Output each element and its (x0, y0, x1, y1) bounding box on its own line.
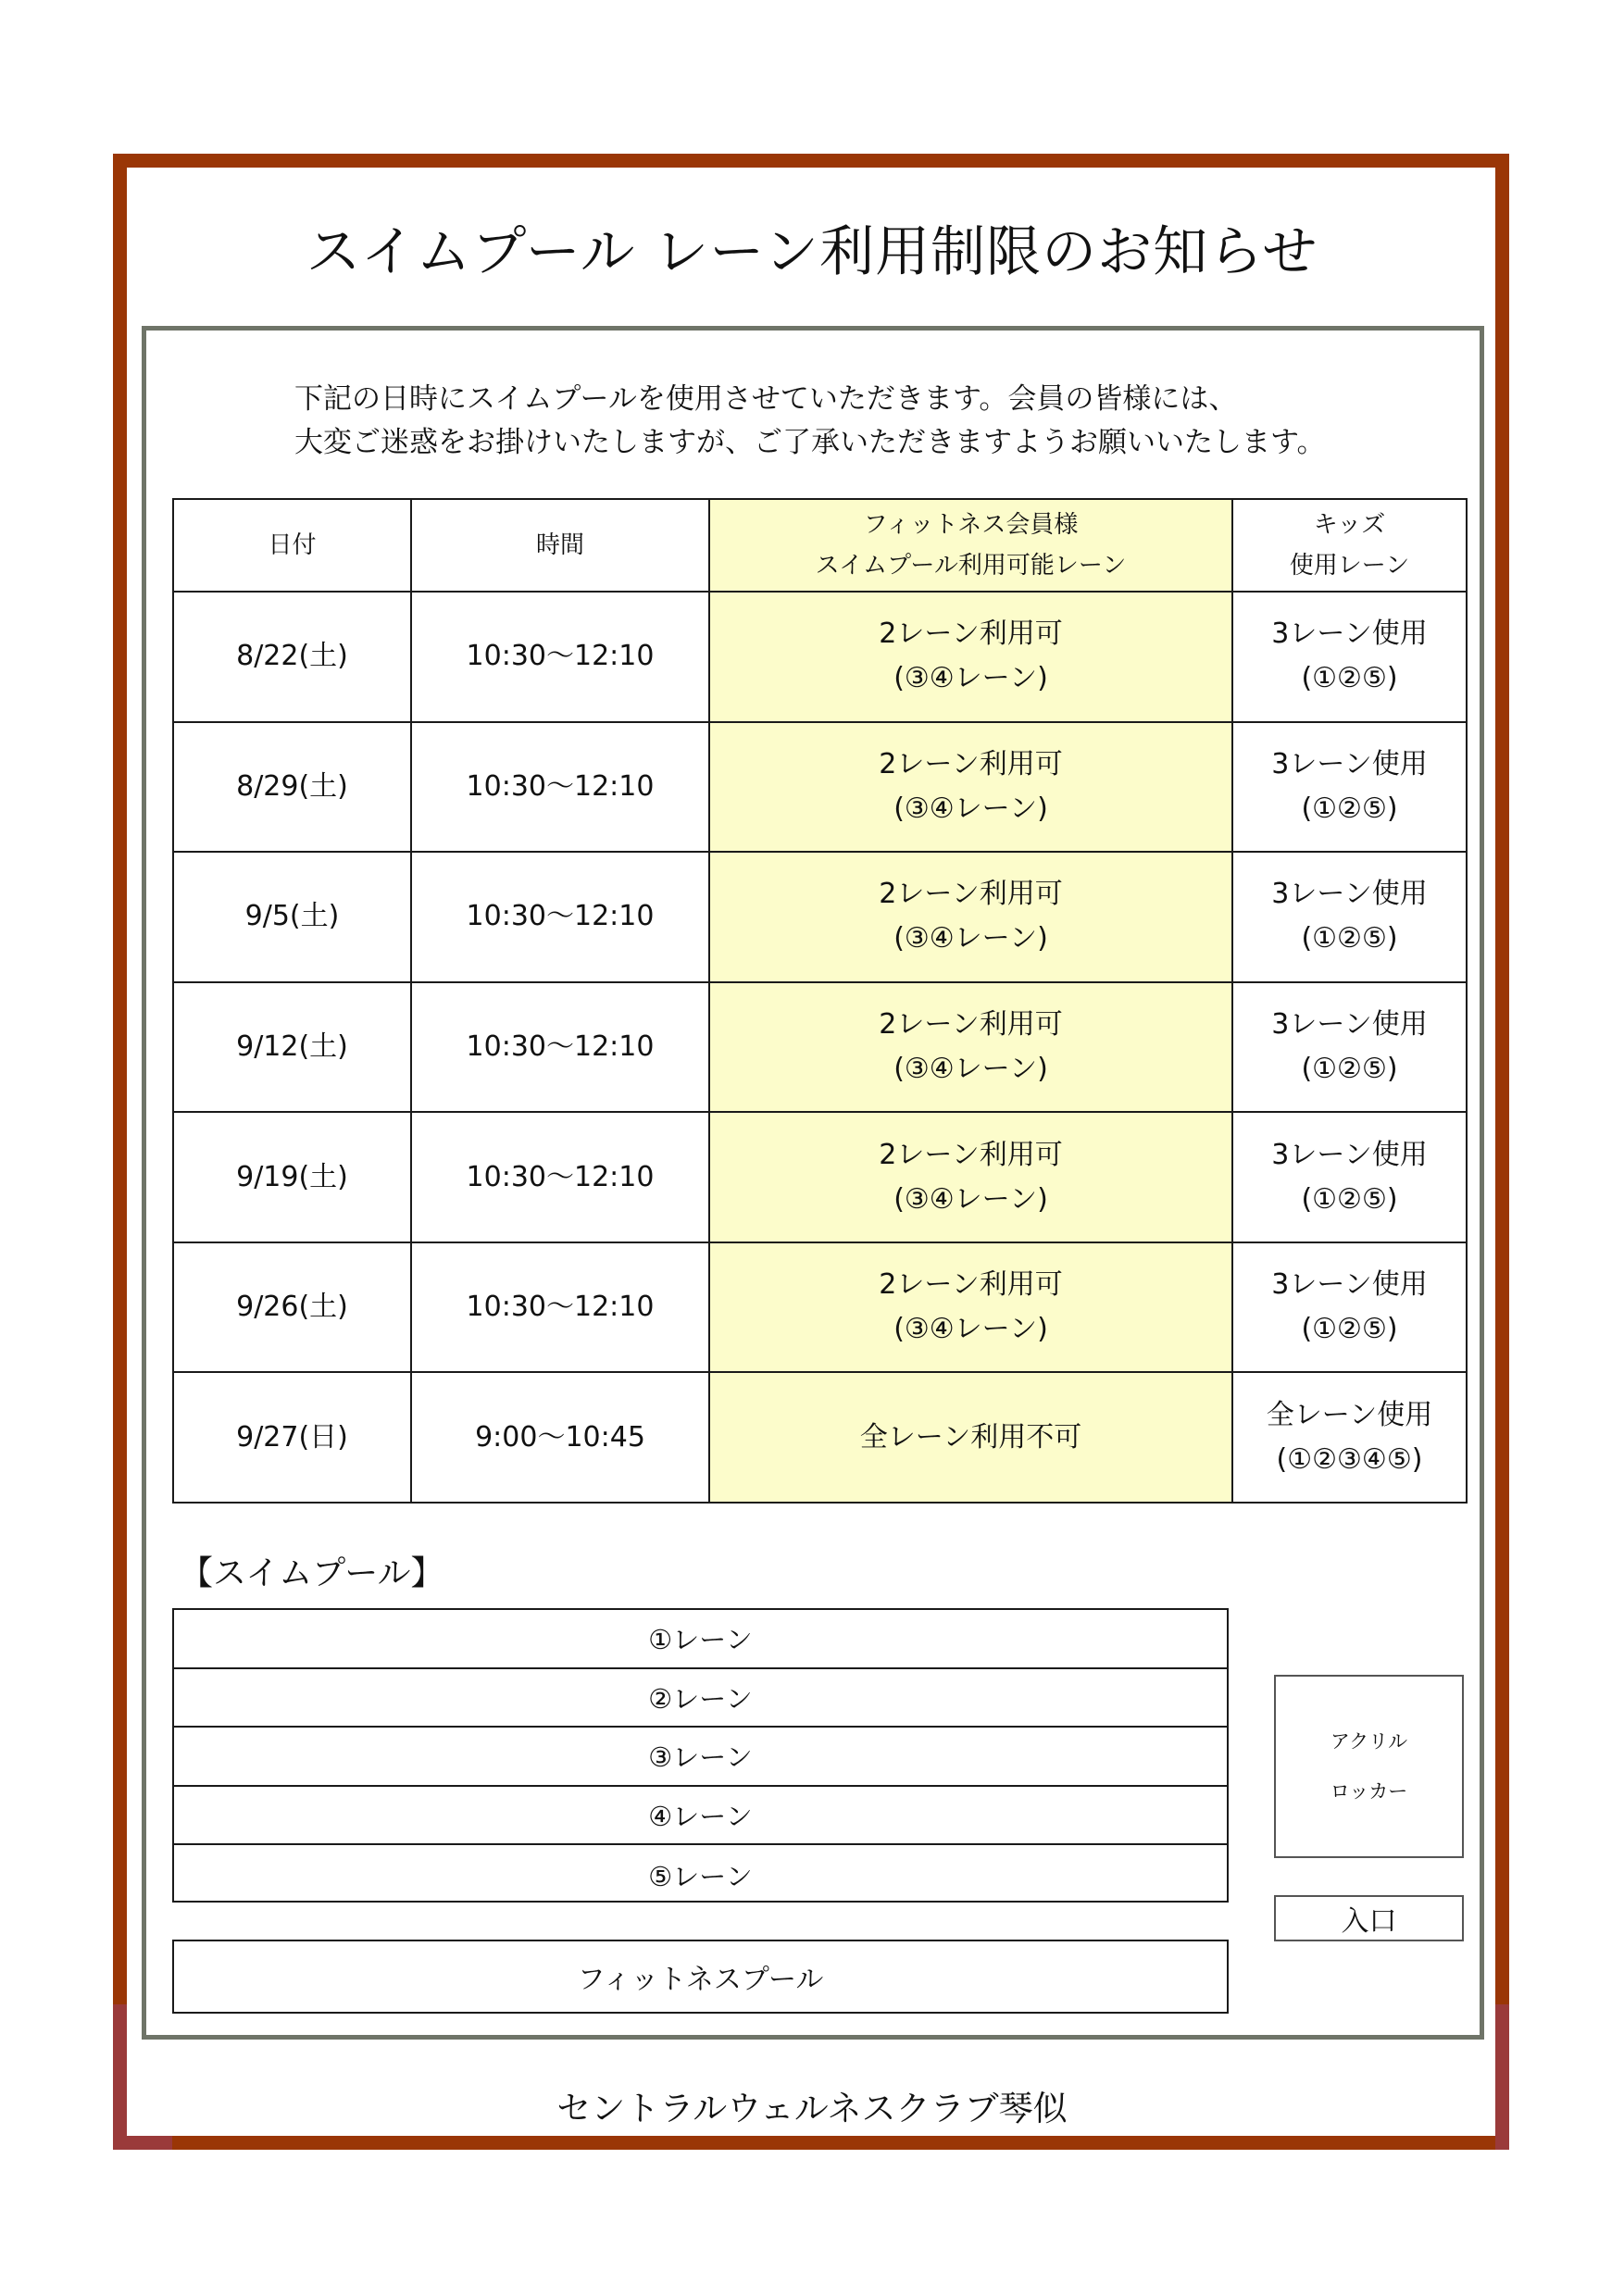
club-name-footer: セントラルウェルネスクラブ琴似 (556, 2089, 1068, 2128)
cell-kids (1232, 1372, 1467, 1503)
table-row (173, 982, 1467, 1113)
lane-1: ①レーン (174, 1610, 1227, 1669)
cell-fitness (709, 1112, 1232, 1242)
cell-kids (1232, 982, 1467, 1113)
table-header-row (173, 499, 1467, 592)
cell-kids (1232, 722, 1467, 853)
cell-time: 9:00～10:45 (411, 1372, 709, 1503)
cell-time: 10:30～12:10 (411, 982, 709, 1113)
cell-fitness-line-1: 2レーン利用可 (879, 618, 1063, 651)
cell-fitness (709, 722, 1232, 853)
intro-text (294, 378, 1498, 465)
notice-title: スイムプール レーン利用制限のお知らせ (306, 219, 1318, 283)
cell-kids-line-1: 3レーン使用 (1271, 747, 1428, 780)
cell-kids-line-2: (①②⑤) (1301, 792, 1398, 825)
cell-fitness-line-2: (③④レーン) (893, 662, 1048, 695)
cell-fitness-line-2: (③④レーン) (893, 922, 1048, 955)
cell-kids-line-1: 3レーン使用 (1271, 878, 1428, 911)
lane-2: ②レーン (174, 1669, 1227, 1728)
cell-date: 9/5(土) (173, 852, 411, 982)
table-row (173, 1372, 1467, 1503)
cell-time: 10:30～12:10 (411, 722, 709, 853)
cell-fitness-line-1: 2レーン利用可 (879, 1268, 1063, 1302)
cell-kids (1232, 852, 1467, 982)
cell-fitness-line-2: (③④レーン) (893, 1052, 1048, 1085)
cell-time: 10:30～12:10 (411, 1112, 709, 1242)
cell-kids-line-2: (①②③④⑤) (1276, 1442, 1423, 1476)
cell-date: 9/12(土) (173, 982, 411, 1113)
pool-section-title: 【スイムプール】 (180, 1554, 444, 1592)
cell-fitness-line-1: 2レーン利用可 (879, 1007, 1063, 1041)
frame-shade-bottom (113, 2136, 172, 2150)
header-kids-lanes (1232, 499, 1467, 592)
cell-kids-line-2: (①②⑤) (1301, 662, 1398, 695)
cell-fitness (709, 982, 1232, 1113)
header-fitness-line-1: フィットネス会員様 (863, 511, 1079, 539)
acrylic-locker (1274, 1675, 1464, 1858)
header-kids-line-2: 使用レーン (1289, 552, 1410, 580)
cell-kids-line-2: (①②⑤) (1301, 922, 1398, 955)
cell-kids-line-2: (①②⑤) (1301, 1313, 1398, 1346)
table-row (173, 1112, 1467, 1242)
cell-time: 10:30～12:10 (411, 852, 709, 982)
locker-label-2: ロッカー (1330, 1780, 1408, 1803)
cell-fitness-line-1: 2レーン利用可 (879, 747, 1063, 780)
lane-5: ⑤レーン (648, 1860, 753, 1892)
table-row (173, 1242, 1467, 1373)
pool-lane-diagram (172, 1608, 1229, 1903)
cell-fitness (709, 1372, 1232, 1503)
intro-line-1: 下記の日時にスイムプールを使用させていただきます。会員の皆様には、 (294, 382, 1238, 416)
schedule-table (172, 498, 1468, 1504)
cell-fitness-line-1: 2レーン利用可 (879, 1138, 1063, 1171)
cell-kids (1232, 592, 1467, 722)
cell-date: 9/26(土) (173, 1242, 411, 1373)
lane-4: ④レーン (174, 1787, 1227, 1846)
cell-fitness-line-1: 2レーン利用可 (879, 878, 1063, 911)
cell-kids-line-1: 3レーン使用 (1271, 1138, 1428, 1171)
table-row (173, 592, 1467, 722)
cell-fitness-line-2: (③④レーン) (893, 1313, 1048, 1346)
cell-date: 9/19(土) (173, 1112, 411, 1242)
locker-label-1: アクリル (1330, 1730, 1408, 1753)
header-kids-line-1: キッズ (1313, 511, 1386, 539)
cell-kids-line-2: (①②⑤) (1301, 1052, 1398, 1085)
cell-kids (1232, 1112, 1467, 1242)
cell-fitness (709, 592, 1232, 722)
fitness-pool: フィットネスプール (172, 1940, 1229, 2014)
cell-time: 10:30～12:10 (411, 592, 709, 722)
cell-kids-line-1: 全レーン使用 (1266, 1398, 1433, 1431)
header-fitness-line-2: スイムプール利用可能レーン (815, 552, 1127, 580)
cell-fitness-line-2: (③④レーン) (893, 1182, 1048, 1216)
header-fitness-lanes (709, 499, 1232, 592)
cell-date: 8/29(土) (173, 722, 411, 853)
cell-kids-line-1: 3レーン使用 (1271, 1007, 1428, 1041)
cell-kids-line-1: 3レーン使用 (1271, 1268, 1428, 1302)
cell-fitness-line-2: (③④レーン) (893, 792, 1048, 825)
header-date: 日付 (173, 499, 411, 592)
entrance: 入口 (1274, 1895, 1464, 1941)
cell-kids (1232, 1242, 1467, 1373)
cell-date: 9/27(日) (173, 1372, 411, 1503)
intro-line-2: 大変ご迷惑をお掛けいたしますが、ご了承いただきますようお願いいたします。 (294, 426, 1326, 459)
table-row (173, 852, 1467, 982)
lane-3: ③レーン (174, 1728, 1227, 1787)
cell-kids-line-2: (①②⑤) (1301, 1182, 1398, 1216)
header-time: 時間 (411, 499, 709, 592)
cell-fitness (709, 1242, 1232, 1373)
cell-fitness-line-1: 全レーン利用不可 (859, 1420, 1082, 1454)
cell-kids-line-1: 3レーン使用 (1271, 618, 1428, 651)
table-row (173, 722, 1467, 853)
cell-date: 8/22(土) (173, 592, 411, 722)
cell-time: 10:30～12:10 (411, 1242, 709, 1373)
cell-fitness (709, 852, 1232, 982)
